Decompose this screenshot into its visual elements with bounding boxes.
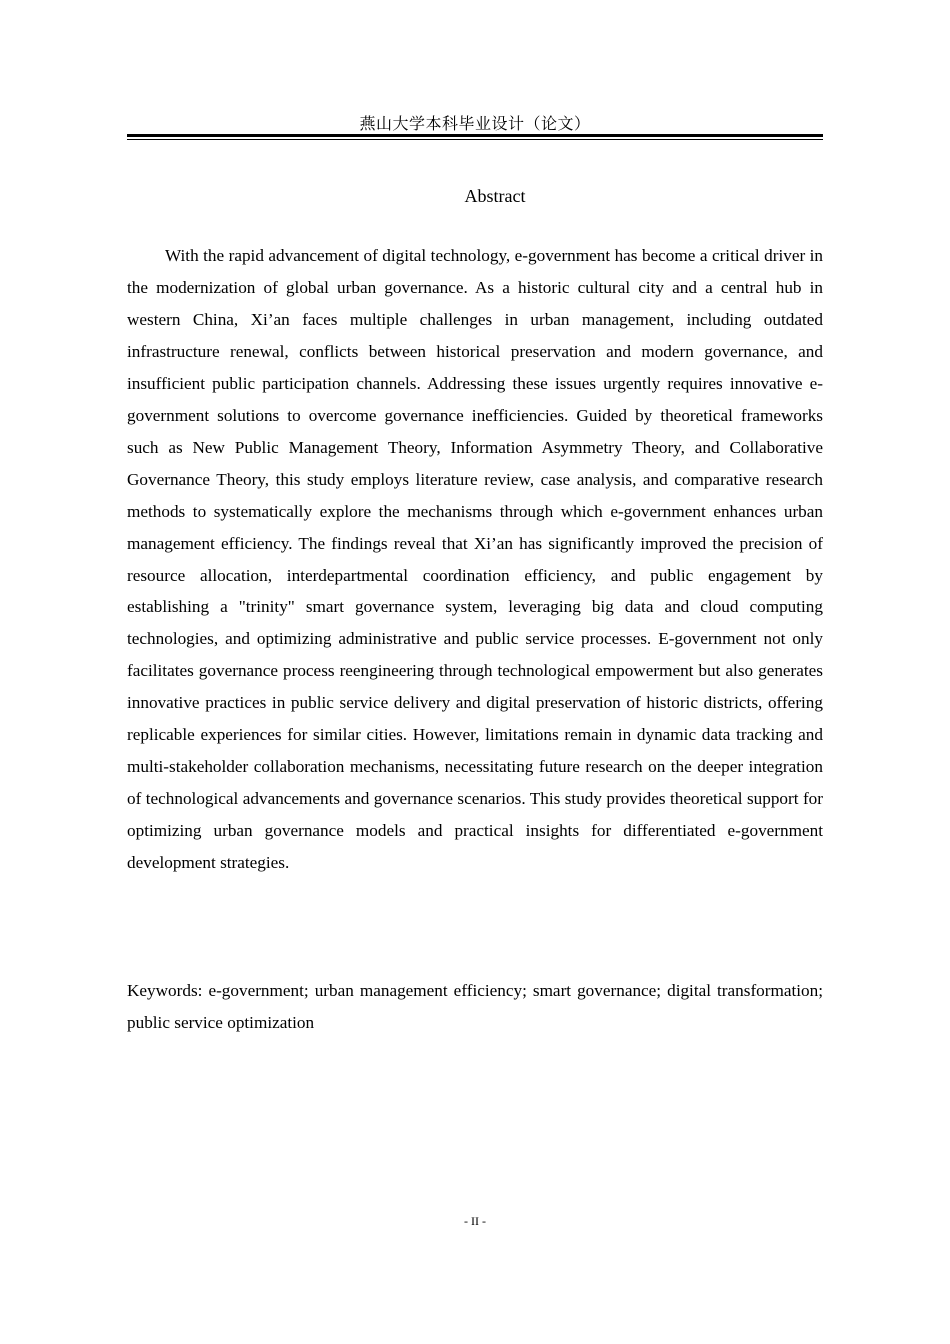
running-header: 燕山大学本科毕业设计（论文）: [359, 114, 591, 133]
keywords-paragraph: Keywords: e-government; urban management efficiency; smart governance; digital transformation; public service optimization: [127, 981, 823, 1032]
header-rule-thin: [127, 139, 823, 140]
abstract-paragraph: With the rapid advancement of digital technology, e-government has become a critical driver in the modernization of global urban governance. As a historic cultural city and a central hub in western China, Xi’an faces multiple challenges in urban management, including outdated infrastructure renewal, conflicts between historical preservation and modern governance, and insufficient public participation channels. Addressing these issues urgently requires innovative e-government solutions to overcome governance inefficiencies. Guided by theoretical frameworks such as New Public Management Theory, Information Asymmetry Theory, and Collaborative Governance Theory, this study employs literature review, case analysis, and comparative research methods to systematically explore the mechanisms through which e-government enhances urban management efficiency. The findings reveal that Xi’an has significantly improved the precision of resource allocation, interdepartmental coordination efficiency, and public engagement by establishing a "trinity" smart governance system, leveraging big data and cloud computing technologies, and optimizing administrative and public service processes. E-government not only facilitates governance process reengineering through technological empowerment but also generates innovative practices in public service delivery and digital preservation of historic districts, offering replicable experiences for similar cities. However, limitations remain in dynamic data tracking and multi-stakeholder collaboration mechanisms, necessitating future research on the deeper integration of technological advancements and governance scenarios. This study provides theoretical support for optimizing urban governance models and practical insights for differentiated e-government development strategies.: [127, 246, 823, 873]
page-number: - II -: [464, 1214, 486, 1228]
header-rule-thick: [127, 134, 823, 137]
abstract-heading: Abstract: [464, 186, 526, 206]
